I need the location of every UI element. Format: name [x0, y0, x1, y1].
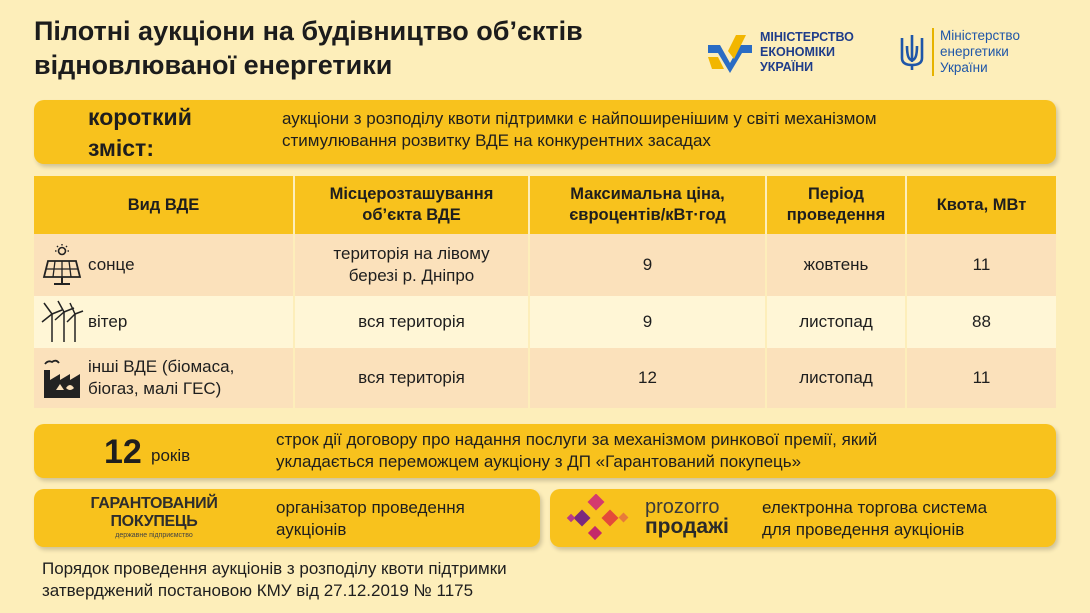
economy-logo-line-3: УКРАЇНИ	[760, 60, 814, 74]
footer-note	[42, 558, 507, 602]
row-type-cell	[34, 348, 294, 408]
row-type-cell	[34, 296, 294, 348]
solar-panel-icon	[40, 243, 84, 287]
table-row	[34, 296, 1056, 348]
summary-label	[88, 102, 192, 164]
summary-box	[34, 100, 1056, 164]
prozorro-brand	[645, 497, 729, 537]
prozorro-text: електронна торгова система для проведення аукціонів	[762, 498, 988, 539]
row-price-cell: 12	[529, 348, 766, 408]
table-row	[34, 348, 1056, 408]
title-line-2: відновлюваної енергетики	[34, 50, 393, 80]
trident-icon	[898, 32, 926, 72]
contract-term-number: 12	[104, 433, 142, 471]
table-row	[34, 234, 1056, 296]
wind-turbine-icon	[40, 300, 84, 344]
energy-logo-line-3: України	[940, 60, 988, 75]
header-price: Максимальна ціна, євроцентів/кВт·год	[529, 176, 766, 234]
gp-logo-sub: державне підприємство	[115, 532, 193, 539]
table-header-row	[34, 176, 1056, 234]
header-type: Вид ВДЕ	[34, 176, 294, 234]
row-quota-cell: 11	[906, 348, 1056, 408]
organizer-text: організатор проведення аукціонів	[276, 498, 465, 539]
prozorro-box	[550, 489, 1056, 547]
summary-text	[282, 108, 1022, 152]
factory-icon	[40, 356, 84, 400]
footer-line-1: Порядок проведення аукціонів з розподілу квоти підтримки	[42, 559, 507, 578]
page-title	[34, 14, 583, 82]
ministry-energy-logo	[898, 28, 1020, 76]
summary-text-line-1: аукціони з розподілу квоти підтримки є найпоширенішим у світі механізмом	[282, 109, 877, 128]
row-type-label: вітер	[88, 312, 128, 331]
gp-logo-line-1: ГАРАНТОВАНИЙ	[90, 495, 218, 512]
row-quota-cell: 11	[906, 234, 1056, 296]
row-type-cell	[34, 234, 294, 296]
economy-logo-line-1: МІНІСТЕРСТВО	[760, 30, 854, 44]
contract-term-text: строк дії договору про надання послуги за механізмом ринкової премії, який укладається переможцем аукціону з ДП «Гарантований покупець»	[276, 430, 878, 471]
auction-table	[34, 176, 1056, 408]
contract-term-unit: років	[151, 446, 191, 465]
energy-logo-line-1: Міністерство	[940, 28, 1020, 43]
row-price-cell: 9	[529, 296, 766, 348]
row-location-cell: вся територія	[294, 296, 529, 348]
summary-text-line-2: стимулювання розвитку ВДЕ на конкурентних засадах	[282, 131, 711, 150]
title-line-1: Пілотні аукціони на будівництво об’єктів	[34, 16, 583, 46]
organizer-box	[34, 489, 540, 547]
ministry-economy-logo	[706, 30, 854, 75]
footer-line-2: затверджений постановою КМУ від 27.12.2019 № 1175	[42, 581, 474, 600]
row-price-cell: 9	[529, 234, 766, 296]
economy-logo-line-2: ЕКОНОМІКИ	[760, 45, 835, 59]
gp-logo-line-2: ПОКУПЕЦЬ	[110, 513, 198, 530]
header-location: Місцерозташування об’єкта ВДЕ	[294, 176, 529, 234]
prozorro-brand-line-2: продажі	[645, 515, 729, 538]
row-period-cell: листопад	[766, 296, 906, 348]
guaranteed-buyer-logo	[84, 495, 224, 539]
row-quota-cell: 88	[906, 296, 1056, 348]
summary-label-line-1: короткий	[88, 104, 192, 130]
header-period: Період проведення	[766, 176, 906, 234]
row-period-cell: листопад	[766, 348, 906, 408]
prozorro-brand-line-1: prozorro	[645, 496, 720, 518]
ministry-economy-emblem-icon	[706, 33, 754, 73]
row-location-cell: територія на лівому березі р. Дніпро	[294, 234, 529, 296]
row-period-cell: жовтень	[766, 234, 906, 296]
row-type-label: інші ВДЕ (біомаса, біогаз, малі ГЕС)	[88, 357, 235, 398]
row-location-cell: вся територія	[294, 348, 529, 408]
header-quota: Квота, МВт	[906, 176, 1056, 234]
prozorro-logo-icon	[564, 494, 640, 542]
energy-logo-line-2: енергетики	[940, 44, 1009, 59]
row-type-label: сонце	[88, 255, 135, 274]
summary-label-line-2: зміст:	[88, 135, 154, 161]
contract-term-box	[34, 424, 1056, 478]
